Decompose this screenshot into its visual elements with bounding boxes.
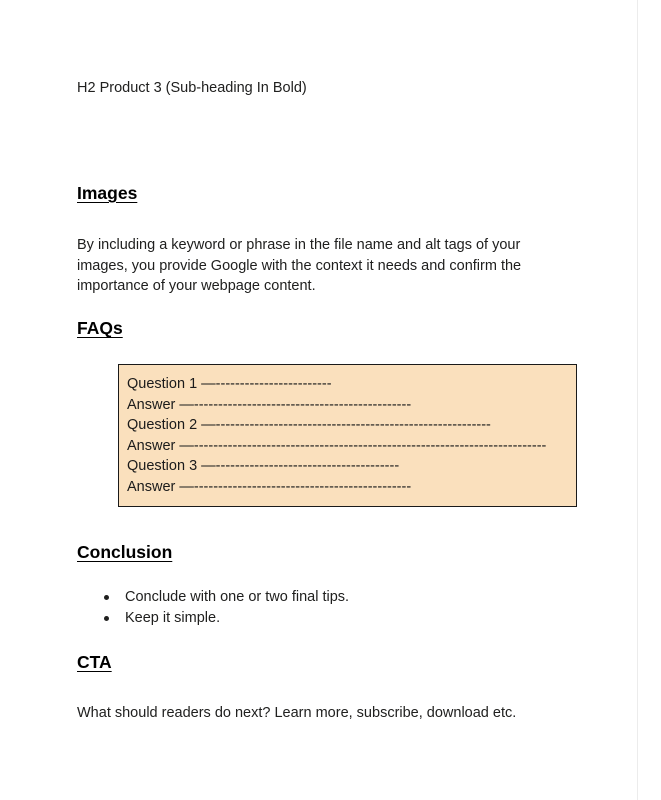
page-edge-divider xyxy=(637,0,638,800)
conclusion-bullet-list xyxy=(103,587,349,628)
heading-conclusion-label: Conclusion xyxy=(77,542,173,562)
list-item xyxy=(103,608,349,629)
faq-highlight-box xyxy=(118,364,577,507)
faq-line: Answer —------------------------------------------------------------------------- xyxy=(127,437,547,454)
faq-line: Question 1 —------------------------ xyxy=(127,376,332,392)
cta-paragraph: What should readers do next? Learn more, subscribe, download etc. xyxy=(77,705,517,721)
bullet-dot-icon xyxy=(104,595,109,600)
heading-conclusion xyxy=(77,541,172,563)
images-paragraph: By including a keyword or phrase in the file name and alt tags of your images, you provide Google with the context it needs and confirm the importance of your webpage content. xyxy=(77,237,522,294)
faq-line: Answer —--------------------------------------------- xyxy=(127,478,412,495)
heading-cta-label: CTA xyxy=(77,652,112,672)
heading-faqs xyxy=(77,317,123,339)
list-item-label: Conclude with one or two final tips. xyxy=(125,589,350,605)
bullet-dot-icon xyxy=(104,616,109,621)
heading-cta xyxy=(77,651,112,673)
list-item xyxy=(103,587,349,608)
heading-images-label: Images xyxy=(77,183,138,203)
subheading-line: H2 Product 3 (Sub-heading In Bold) xyxy=(77,80,307,96)
faq-line: Answer —--------------------------------------------- xyxy=(127,396,412,413)
list-item-label: Keep it simple. xyxy=(125,609,221,626)
faq-line: Question 2 —--------------------------------------------------------- xyxy=(127,417,491,433)
faq-line: Question 3 —-------------------------------------- xyxy=(127,458,400,474)
heading-images xyxy=(77,182,137,204)
heading-faqs-label: FAQs xyxy=(77,318,123,338)
